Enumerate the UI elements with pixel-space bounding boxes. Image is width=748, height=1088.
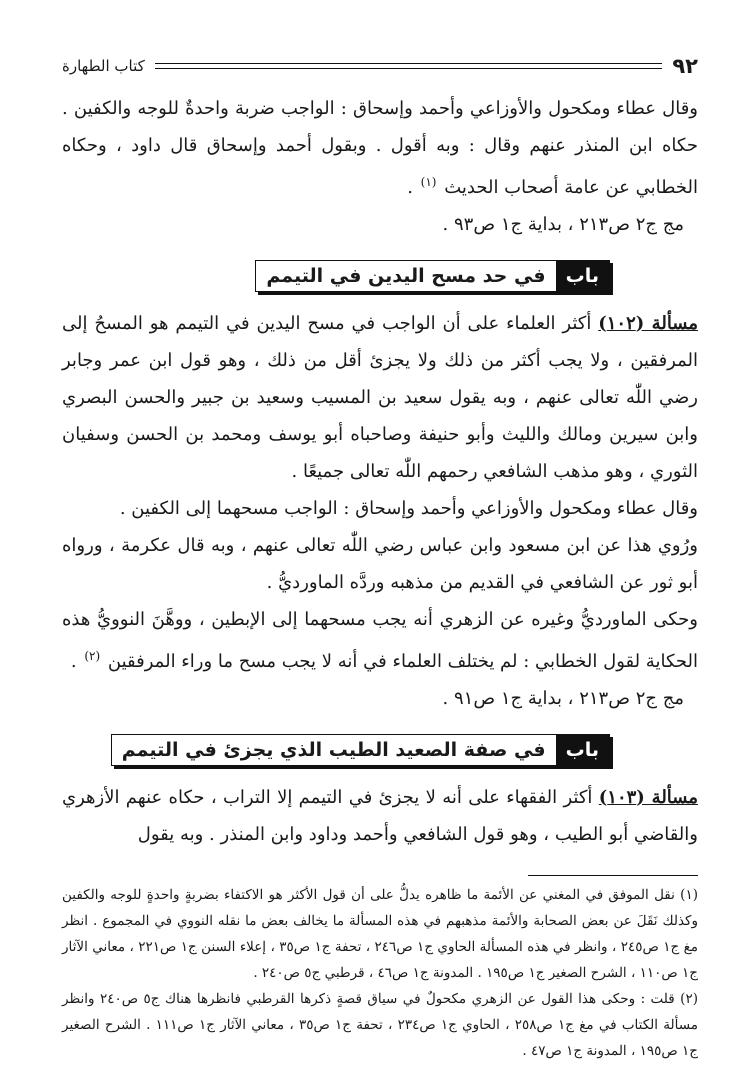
chapter-label: باب [556, 261, 609, 291]
page-number: ٩٢ [672, 54, 698, 78]
chapter-label: باب [556, 735, 609, 765]
book-page [62, 50, 698, 1064]
chapter-heading [62, 253, 610, 299]
paragraph: ورُوي هذا عن ابن مسعود وابن عباس رضي اللّٰه تعالى عنهم ، وبه قال عكرمة ، ورواه أبو ثور عن الشافعي في القديم من مذهبه وردَّه الماورديُّ . [62, 535, 698, 593]
running-header [62, 50, 698, 82]
paragraph: وقال عطاء ومكحول والأوزاعي وأحمد وإسحاق : الواجب ضربة واحدةٌ للوجه والكفين . حكاه ابن المنذر عنهم وقال : وبه أقول . وبقول أحمد وإسحاق قال داود ، وحكاه الخطابي عن عامة أصحاب الحديث $^{(١)}$ . [62, 98, 698, 198]
footnote: (١) نقل الموفق في المغني عن الأئمة ما ظاهره يدلُّ على أن قول الأكثر هو الاكتفاء بضربةٍ واحدةٍ للوجه والكفين وكذلك نَقَلَ عن بعض الصحابة والأئمة مذهبهم في هذه المسألة ما يخالف بعض ما نقله النووي في المجموع . انظر مغ ج١ ص٢٤٥ ، وانظر في هذه المسألة الحاوي ج١ ص٢٤٦ ، تحفة ج١ ص٣٥ ، إعلاء السنن ج١ ص٢٢١ ، معاني الآثار ج١ ص١١٠ ، الشرح الصغير ج١ ص١٩٥ . المدونة ج١ ص٤٦ ، قرطبي ج٥ ص٢٤٠ . [62, 887, 699, 981]
chapter-title: في صفة الصعيد الطيب الذي يجزئ في التيمم [112, 735, 556, 765]
paragraph [62, 305, 698, 490]
paragraph [62, 779, 698, 853]
paragraph: وحكى الماورديُّ وغيره عن الزهري أنه يجب مسحهما إلى الإبطين ، ووهَّنَ النوويُّ هذه الحكاية لقول الخطابي : لم يختلف العلماء في أنه لا يجب مسح ما وراء المرفقين $^{(٢)}$ . [62, 609, 698, 672]
chapter-title: في حد مسح اليدين في التيمم [256, 261, 555, 291]
paragraph-text: أكثر الفقهاء على أنه لا يجزئ في التيمم إلا التراب ، حكاه عنهم الأزهري والقاضي أبو الطيب ، وهو قول الشافعي وأحمد وداود وابن المنذر . وبه يقول [62, 787, 698, 845]
masala-label: مسألة (١٠٢) [598, 313, 698, 334]
header-rule [155, 63, 663, 69]
footnote-separator [528, 875, 698, 876]
footnote-marker[interactable]: (٢) [84, 649, 101, 663]
paragraph-text: وقال عطاء ومكحول والأوزاعي وأحمد وإسحاق : الواجب ضربة واحدةٌ للوجه والكفين . حكاه ابن المنذر عنهم وقال : وبه أقول . وبقول أحمد وإسحاق قال داود ، وحكاه الخطابي عن عامة أصحاب الحديث [62, 98, 698, 198]
paragraph: وقال عطاء ومكحول والأوزاعي وأحمد وإسحاق : الواجب مسحهما إلى الكفين . [119, 498, 698, 519]
source-reference: مج ج٢ ص٢١٣ ، بداية ج١ ص٩٣ . [442, 214, 684, 235]
book-title: كتاب الطهارة [62, 57, 145, 75]
footnote: (٢) قلت : وحكى هذا القول عن الزهري مكحولٌ في سياق قصةٍ ذكرها القرطبي فانظرها هناك ج٥ ص٢٤٠ وانظر مسألة الكتاب في مغ ج١ ص٢٥٨ ، الحاوي ج١ ص٢٣٤ ، تحفة ج١ ص٣٥ ، معاني الآثار ج١ ص١١١ . الشرح الصغير ج١ ص١٩٥ ، المدونة ج١ ص٤٧ . [62, 991, 698, 1059]
paragraph-text: أكثر العلماء على أن الواجب في مسح اليدين في التيمم هو المسحُ إلى المرفقين ، ولا يجب أكثر من ذلك ولا يجزئ أقل من ذلك ، وهو قول ابن عمر وجابر رضي اللّٰه تعالى عنهم ، وبه يقول سعيد بن المسيب وسعيد بن جبير والحسن البصري وابن سيرين ومالك والليث وأبو حنيفة وصاحباه أبو يوسف ومحمد بن الحسن وسفيان الثوري ، وهو مذهب الشافعي رحمهم اللّٰه تعالى جميعًا . [62, 313, 698, 482]
footnote-marker[interactable]: (١) [420, 175, 437, 189]
source-reference: مج ج٢ ص٢١٣ ، بداية ج١ ص٩١ . [442, 688, 684, 709]
paragraph-text: وحكى الماورديُّ وغيره عن الزهري أنه يجب مسحهما إلى الإبطين ، ووهَّنَ النوويُّ هذه الحكاية لقول الخطابي : لم يختلف العلماء في أنه لا يجب مسح ما وراء المرفقين [62, 609, 698, 672]
masala-label: مسألة (١٠٣) [598, 787, 698, 808]
chapter-heading-box [111, 734, 610, 766]
chapter-heading-box [255, 260, 610, 292]
chapter-heading [62, 727, 610, 773]
